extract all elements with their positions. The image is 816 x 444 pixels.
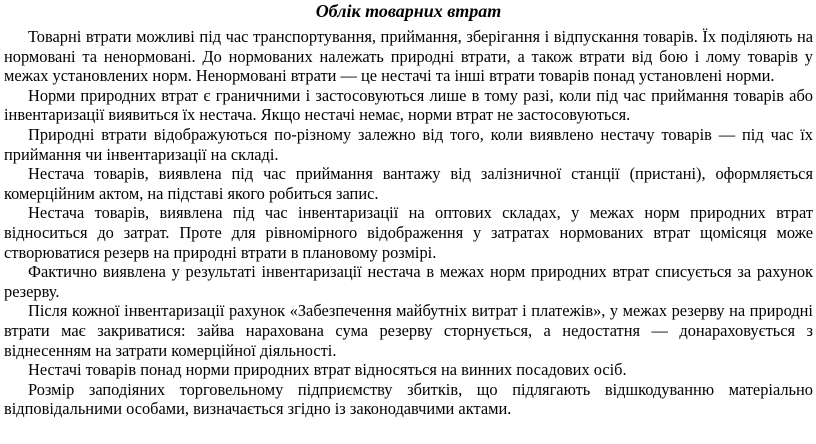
paragraph-natural-loss-norms: Норми природних втрат є граничними і застосовуються лише в тому разі, коли під час приймання товарів або інвентаризації виявиться їх нестача. Якщо нестачі немає, норми втрат не застосовуються. bbox=[4, 85, 813, 125]
document-title: Облік товарних втрат bbox=[315, 1, 502, 21]
paragraph-types-of-losses: Товарні втрати можливі під час транспортування, приймання, зберігання і відпускання товарів. Їх поділяють на нормовані та ненормовані. До нормованих належать природні втрати, а також втрати від бою і лому товарів у межах установлених норм. Ненормовані втрати — це нестачі та інші втрати товарів понад установлені норми. bbox=[4, 27, 813, 86]
document-body bbox=[4, 27, 813, 419]
paragraph-shortage-on-receipt: Нестача товарів, виявлена під час приймання вантажу від залізничної станції (пристані), оформляється комерційним актом, на підставі якого робиться запис. bbox=[4, 164, 813, 203]
paragraph-damage-compensation: Розмір заподіяних торговельному підприємству збитків, що підлягають відшкодуванню матеріально відповідальними особами, визначається згідно із законодавчими актами. bbox=[4, 379, 813, 419]
paragraph-shortage-on-inventory: Нестача товарів, виявлена під час інвентаризації на оптових складах, у межах норм природних втрат відноситься до затрат. Проте для рівномірного відображення у затратах нормованих втрат щомісяця може створюватися резерв на природні втрати в плановому розмірі. bbox=[4, 203, 813, 262]
paragraph-write-off-from-reserve: Фактично виявлена у результаті інвентаризації нестача в межах норм природних втрат списується за рахунок резерву. bbox=[4, 262, 813, 301]
paragraph-excess-shortages: Нестачі товарів понад норми природних втрат відносяться на винних посадових осіб. bbox=[28, 360, 627, 380]
paragraph-reflection-of-losses: Природні втрати відображуються по-різному залежно від того, коли виявлено нестачу товарів — під час їх приймання чи інвентаризації на складі. bbox=[4, 124, 813, 164]
paragraph-reserve-closing: Після кожної інвентаризації рахунок «Забезпечення майбутніх витрат і платежів», у межах резерву на природні втрати має закриватися: зайва нарахована сума резерву сторнується, а недостатня — донараховується з віднесенням на затрати комерційної діяльності. bbox=[4, 301, 813, 360]
